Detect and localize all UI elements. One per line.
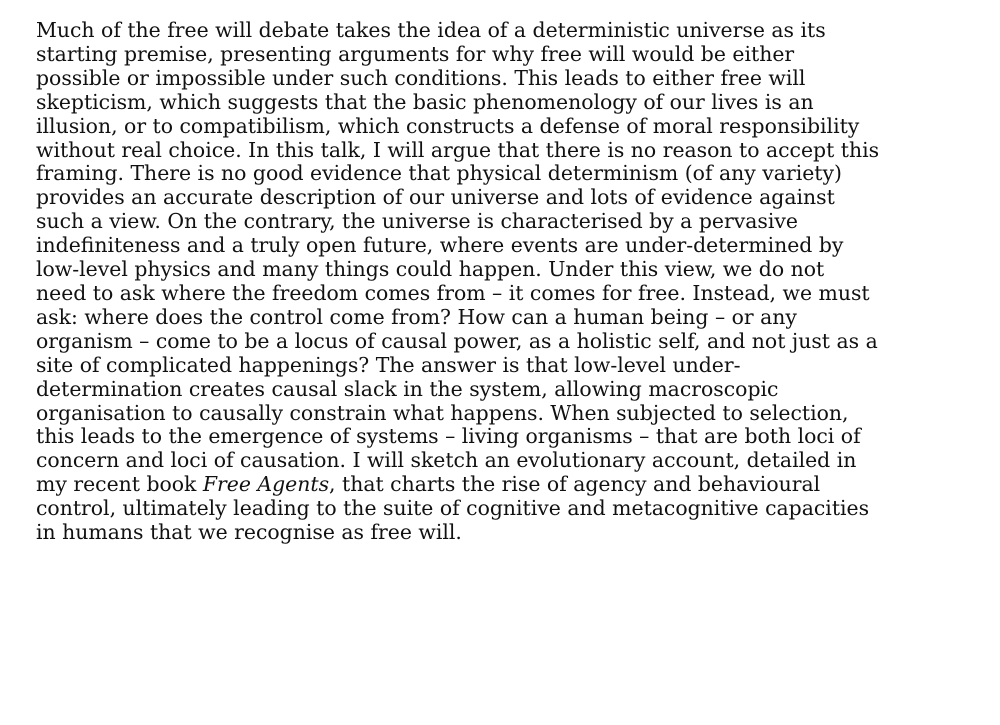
text-line: need to ask where the freedom comes from – it comes for free. Instead, we must — [36, 280, 870, 305]
text-line: low-level physics and many things could happen. Under this view, we do not — [36, 257, 825, 282]
text-line: such a view. On the contrary, the universe is characterised by a pervasive — [36, 209, 798, 234]
text-line: ask: where does the control come from? How can a human being – or any — [36, 304, 797, 329]
abstract-paragraph — [36, 19, 986, 545]
text-line: organisation to causally constrain what happens. When subjected to selection, — [36, 400, 849, 425]
text-line: skepticism, which suggests that the basic phenomenology of our lives is an — [36, 89, 814, 114]
text-line: indefiniteness and a truly open future, where events are under-determined by — [36, 233, 844, 258]
text-line: illusion, or to compatibilism, which constructs a defense of moral responsibility — [36, 113, 860, 138]
text-line: without real choice. In this talk, I will argue that there is no reason to accept this — [36, 137, 880, 162]
text-line: control, ultimately leading to the suite of cognitive and metacognitive capacities — [36, 496, 870, 521]
text-line: organism – come to be a locus of causal power, as a holistic self, and not just as a — [36, 328, 878, 353]
text-line: possible or impossible under such conditions. This leads to either free will — [36, 65, 806, 90]
text-line: concern and loci of causation. I will sketch an evolutionary account, detailed in — [36, 448, 857, 473]
text-line: provides an accurate description of our universe and lots of evidence against — [36, 185, 835, 210]
text-line-with-book-title — [36, 473, 986, 497]
text-line: in humans that we recognise as free will. — [36, 520, 462, 545]
text-line: this leads to the emergence of systems – living organisms – that are both loci of — [36, 424, 861, 449]
text-segment: my recent book — [36, 472, 203, 497]
text-line: determination creates causal slack in the system, allowing macroscopic — [36, 376, 779, 401]
text-segment: , that charts the rise of agency and behavioural — [329, 472, 821, 497]
book-title: Free Agents — [202, 472, 330, 497]
text-line: Much of the free will debate takes the idea of a deterministic universe as its — [36, 18, 826, 42]
text-line: framing. There is no good evidence that physical determinism (of any variety) — [36, 161, 842, 186]
text-line: starting premise, presenting arguments for why free will would be either — [36, 41, 795, 66]
text-line: site of complicated happenings? The answer is that low-level under- — [36, 352, 741, 377]
